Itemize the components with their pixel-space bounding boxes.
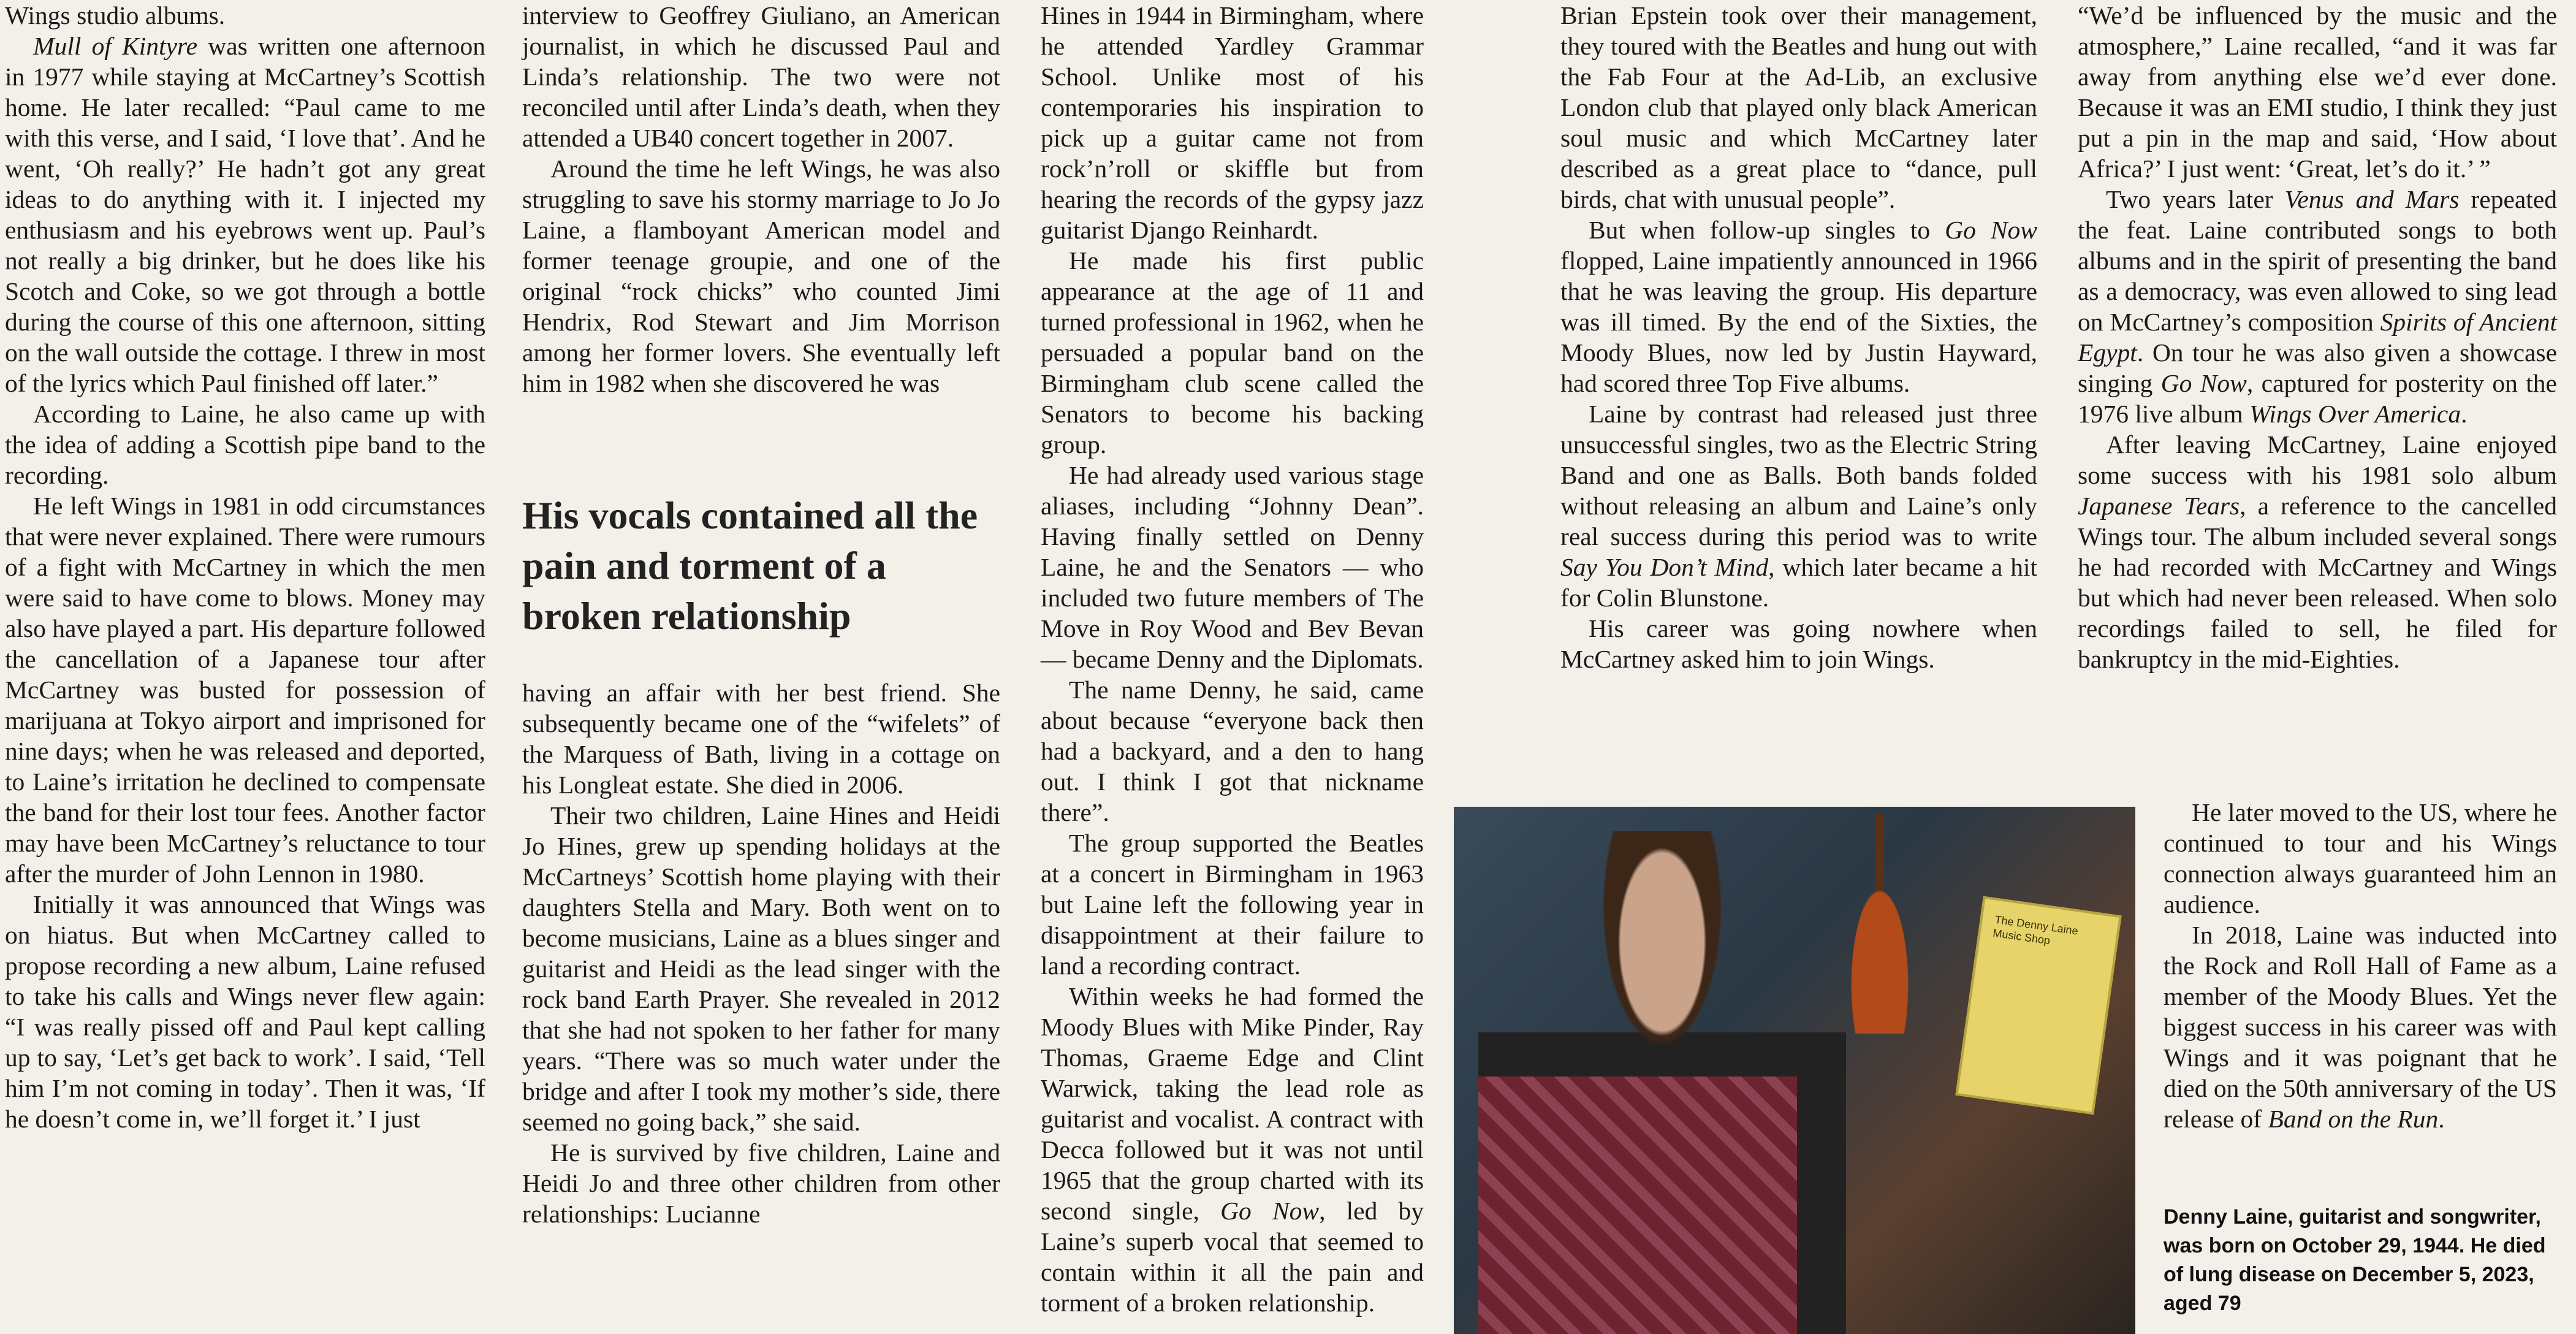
- paragraph: The name Denny, he said, came about because “everyone back then had a backyard, and a den to hang out. I think I got that nickname there”.: [1041, 676, 1424, 826]
- paragraph: Initially it was announced that Wings was on hiatus. But when McCartney called to propose recording a new album, Laine refused to take his calls and Wings never flew again: “I was really pissed off and Paul kept calling up to say, ‘Let’s get back to work’. I said, ‘Tell him I’m not coming in today’. Then it was, ‘If he doesn’t come in, we’ll forget it.’ I just: [5, 890, 485, 1133]
- article-column-2: [522, 0, 1000, 398]
- paragraph: “We’d be influenced by the music and the atmosphere,” Laine recalled, “and it was far away from anything else we’d ever done. Because it was an EMI studio, I think they just put a pin in the map and said, ‘How about Africa?’ I just went: ‘Great, let’s do it.’ ”: [2078, 1, 2557, 183]
- paragraph: He is survived by five children, Laine and Heidi Jo and three other children from other relationships: Lucianne: [522, 1138, 1000, 1228]
- paragraph: Around the time he left Wings, he was also struggling to save his stormy marriage to Jo Jo Laine, a flamboyant American model and former teenage groupie, and one of the original “rock chicks” who counted Jimi Hendrix, Rod Stewart and Jim Morrison among her former lovers. She eventually left him in 1982 when she discovered he was: [522, 154, 1000, 397]
- paragraph: In 2018, Laine was inducted into the Rock and Roll Hall of Fame as a member of the Moody Blues. Yet the biggest success in his career was with Wings and it was poignant that he died on the 50th anniversary of the US release of Band on the Run.: [2164, 921, 2557, 1133]
- article-photo: [1454, 807, 2135, 1334]
- article-column-4: [1560, 0, 2037, 674]
- vest-pattern: [1478, 1077, 1797, 1334]
- paragraph: having an affair with her best friend. She subsequently became one of the “wifelets” of the Marquess of Bath, living in a cottage on his Longleat estate. She died in 2006.: [522, 679, 1000, 799]
- article-column-2-continued: [522, 677, 1000, 1229]
- paragraph: He made his first public appearance at the age of 11 and turned professional in 1962, when he persuaded a popular band on the Birmingham club scene called the Senators to become his backing group.: [1041, 246, 1424, 459]
- paragraph: He left Wings in 1981 in odd circumstances that were never explained. There were rumours of a fight with McCartney in which the men were said to have come to blows. Money may also have played a part. His departure followed the cancellation of a Japanese tour after McCartney was busted for possession of marijuana at Tokyo airport and imprisoned for nine days; when he was released and deported, to Laine’s irritation he declined to compensate the band for their lost tour fees. Another factor may have been McCartney’s reluctance to tour after the murder of John Lennon in 1980.: [5, 492, 485, 888]
- paragraph: Within weeks he had formed the Moody Blues with Mike Pinder, Ray Thomas, Graeme Edge and Clint Warwick, taking the lead role as guitarist and vocalist. A contract with Decca followed but it was not until 1965 that the group charted with its second single, Go Now, led by Laine’s superb vocal that seemed to contain within it all the pain and torment of a broken relationship.: [1041, 982, 1424, 1317]
- paragraph: Hines in 1944 in Birmingham, where he attended Yardley Grammar School. Unlike most of his contemporaries his inspiration to pick up a guitar came not from rock’n’roll or skiffle but from hearing the records of the gypsy jazz guitarist Django Reinhardt.: [1041, 1, 1424, 244]
- paragraph: interview to Geoffrey Giuliano, an American journalist, in which he discussed Paul and Linda’s relationship. The two were not reconciled until after Linda’s death, when they attended a UB40 concert together in 2007.: [522, 1, 1000, 152]
- paragraph: According to Laine, he also came up with the idea of adding a Scottish pipe band to the recording.: [5, 400, 485, 489]
- shop-sign: [1955, 896, 2121, 1115]
- paragraph: Two years later Venus and Mars repeated the feat. Laine contributed songs to both albums and in the spirit of presenting the band as a democracy, was even allowed to sing lead on McCartney’s composition Spirits of Ancient Egypt. On tour he was also given a showcase singing Go Now, captured for posterity on the 1976 live album Wings Over America.: [2078, 185, 2558, 428]
- paragraph: Mull of Kintyre was written one afternoon in 1977 while staying at McCartney’s Scottish home. He later recalled: “Paul came to me with this verse, and I said, ‘I love that’. And he went, ‘Oh really?’ He hadn’t got any great ideas to do anything with it. I injected my enthusiasm and his eyebrows went up. Paul’s not really a big drinker, but he does like his Scotch and Coke, so we got through a bottle during the course of this one afternoon, sitting on the wall outside the cottage. I threw in most of the lyrics which Paul finished off later.”: [5, 32, 485, 397]
- photo-caption: Denny Laine, guitarist and songwriter, was born on October 29, 1944. He died of lung disease on December 5, 2023, aged 79: [2164, 1205, 2546, 1315]
- pull-quote: His vocals contained all the pain and torment of a broken relationship: [522, 494, 978, 638]
- paragraph: Laine by contrast had released just three unsuccessful singles, two as the Electric String Band and one as Balls. Both bands folded without releasing an album and Laine’s only real success during this period was to write Say You Don’t Mind, which later became a hit for Colin Blunstone.: [1560, 400, 2038, 612]
- article-column-5-continued: [2164, 797, 2557, 1134]
- paragraph: He had already used various stage aliases, including “Johnny Dean”. Having finally settled on Denny Laine, he and the Senators — who included two future members of The Move in Roy Wood and Bev Bevan — became Denny and the Diplomats.: [1041, 461, 1424, 673]
- article-column-1: [5, 0, 485, 1134]
- paragraph: Brian Epstein took over their management, they toured with the Beatles and hung out with the Fab Four at the Ad-Lib, an exclusive London club that played only black American soul music and which McCartney later described as a great place to “dance, pull birds, chat with unusual people”.: [1560, 1, 2037, 213]
- paragraph: The group supported the Beatles at a concert in Birmingham in 1963 but Laine left the following year in disappointment at their failure to land a recording contract.: [1041, 829, 1424, 980]
- paragraph: His career was going nowhere when McCartney asked him to join Wings.: [1560, 614, 2037, 673]
- article-column-3: [1041, 0, 1424, 1318]
- paragraph: He later moved to the US, where he continued to tour and his Wings connection always guaranteed him an audience.: [2164, 798, 2557, 918]
- paragraph: After leaving McCartney, Laine enjoyed some success with his 1981 solo album Japanese Tears, a reference to the cancelled Wings tour. The album included several songs he had recorded with McCartney and Wings but which had never been released. When solo recordings failed to sell, he filed for bankruptcy in the mid-Eighties.: [2078, 430, 2557, 673]
- paragraph: Their two children, Laine Hines and Heidi Jo Hines, grew up spending holidays at the McCartneys’ Scottish home playing with their daughters Stella and Mary. Both went on to become musicians, Laine as a blues singer and guitarist and Heidi as the lead singer with the rock band Earth Prayer. She revealed in 2012 that she had not spoken to her father for many years. “There was so much water under the bridge and after I took my mother’s side, there seemed no going back,” she said.: [522, 801, 1000, 1136]
- shop-sign-text: The Denny Laine Music Shop: [1992, 913, 2079, 947]
- paragraph: But when follow-up singles to Go Now flopped, Laine impatiently announced in 1966 that he was leaving the group. His departure was ill timed. By the end of the Sixties, the Moody Blues, now led by Justin Hayward, had scored three Top Five albums.: [1560, 216, 2037, 397]
- paragraph: Wings studio albums.: [5, 1, 226, 29]
- article-column-5: [2078, 0, 2557, 674]
